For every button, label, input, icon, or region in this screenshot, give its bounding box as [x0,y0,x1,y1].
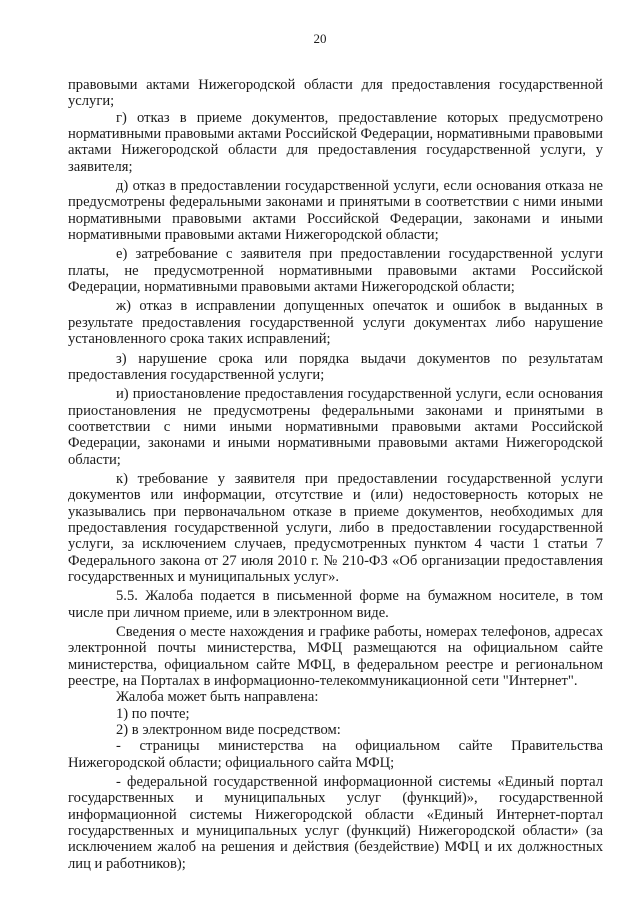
page-number: 20 [313,31,327,46]
paragraph-item-i: и) приостановление предоставления государственной услуги, если основания приостановления не предусмотрены федеральными законами и принятыми в соответствии с ними иными нормативными правовыми актами Российской Федерации, законами и иными нормативными правовыми актами Нижегородской области; [68,386,603,468]
paragraph-contact-info: Сведения о месте нахождения и графике работы, номерах телефонов, адресах электронной почты министерства, МФЦ размещаются на официальном сайте министерства, официальном сайте МФЦ, в федеральном реестре и региональном реестре, на Порталах в информационно-телекоммуникационной сети "Интернет". [68,624,603,690]
paragraph-complaint-channels: Жалоба может быть направлена: [116,689,319,706]
paragraph-item-z: з) нарушение срока или порядка выдачи документов по результатам предоставления государственной услуги; [68,350,603,383]
paragraph-item-e: е) затребование с заявителя при предоставлении государственной услуги платы, не предусмотренной нормативными правовыми актами Российской Федерации, нормативными правовыми актами Нижегородской области; [68,246,603,296]
list-item-by-post: 1) по почте; [116,705,190,722]
list-item-ministry-page: - страницы министерства на официальном сайте Правительства Нижегородской области; официального сайта МФЦ; [68,738,603,771]
document-body [68,77,603,872]
paragraph-item-zh: ж) отказ в исправлении допущенных опечаток и ошибок в выданных в результате предоставления государственной услуги документах либо нарушение установленного срока таких исправлений; [68,298,603,348]
paragraph-item-g: г) отказ в приеме документов, предоставление которых предусмотрено нормативными правовыми актами Российской Федерации, нормативными правовыми актами Нижегородской области для предоставления государственной услуги, у заявителя; [68,109,603,175]
list-item-federal-portal: - федеральной государственной информационной системы «Единый портал государственных и муниципальных услуг (функций)», государственной информационной системы Нижегородской области «Единый Интернет-портал государственных и муниципальных услуг (функций) Нижегородской области» (за исключением жалоб на решения и действия (бездействие) МФЦ и их должностных лиц и работников); [68,774,603,872]
paragraph-item-k: к) требование у заявителя при предоставлении государственной услуги документов или информации, отсутствие и (или) недостоверность которых не указывались при первоначальном отказе в приеме документов, необходимых для предоставления государственной услуги, либо в предоставлении государственной услуги, за исключением случаев, предусмотренных пунктом 4 части 1 статьи 7 Федерального закона от 27 июля 2010 г. № 210-ФЗ «Об организации предоставления государственных и муниципальных услуг». [68,470,603,585]
paragraph-continuation: правовыми актами Нижегородской области для предоставления государственной услуги; [68,77,603,110]
paragraph-item-d: д) отказ в предоставлении государственной услуги, если основания отказа не предусмотрены федеральными законами и принятыми в соответствии с ними иными нормативными правовыми актами Российской Федерации, законами и иными нормативными правовыми актами Нижегородской области; [68,178,603,244]
list-item-electronic: 2) в электронном виде посредством: [116,722,341,739]
paragraph-5-5: 5.5. Жалоба подается в письменной форме на бумажном носителе, в том числе при личном приеме, или в электронном виде. [68,588,603,621]
